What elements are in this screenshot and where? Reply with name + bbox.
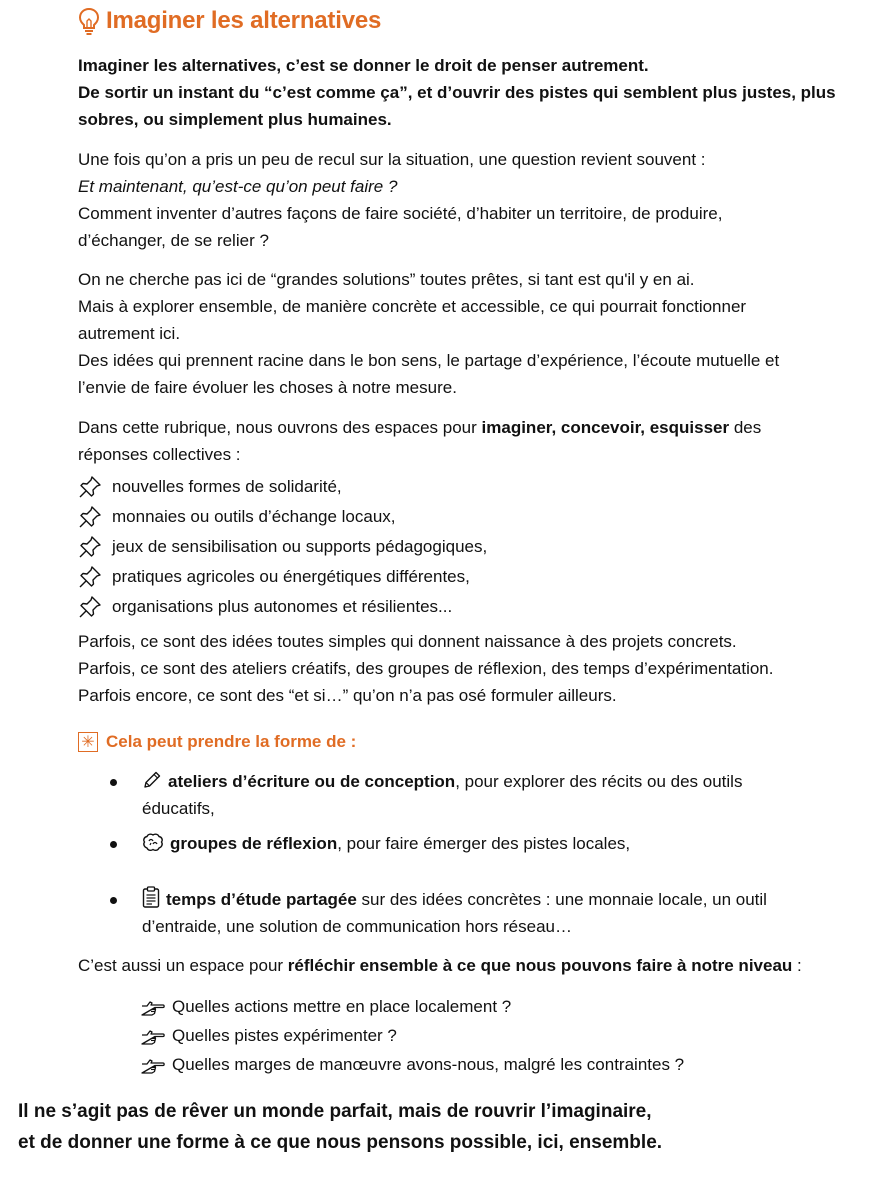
- forms-heading: [78, 728, 356, 756]
- clipboard-icon: [142, 886, 160, 908]
- pushpin-icon: [78, 535, 102, 559]
- paragraph-line: Parfois, ce sont des ateliers créatifs, des groupes de réflexion, des temps d’expérimentation.: [78, 659, 774, 678]
- list-item-text: organisations plus autonomes et résilientes...: [112, 597, 453, 616]
- paragraph-line: [78, 414, 868, 441]
- paragraph-line: Comment inventer d’autres façons de faire société, d’habiter un territoire, de produire,: [78, 204, 723, 223]
- closing-statement: [18, 1096, 878, 1158]
- questions-list: [140, 992, 840, 1079]
- intro-line: De sortir un instant du “c’est comme ça”, et d’ouvrir des pistes qui semblent plus justes, plus: [78, 83, 836, 102]
- list-item-line: [142, 830, 850, 857]
- paragraph-line-italic: Et maintenant, qu’est-ce qu’on peut faire ?: [78, 177, 398, 196]
- paragraph-line: Mais à explorer ensemble, de manière concrète et accessible, ce qui pourrait fonctionner: [78, 297, 747, 316]
- asterisk-box-icon: ✳: [78, 732, 98, 752]
- paragraph-examples: [78, 628, 868, 709]
- emphasis-text: réfléchir ensemble à ce que nous pouvons faire à notre niveau: [287, 956, 793, 975]
- pushpin-icon: [78, 595, 102, 619]
- list-item-text: jeux de sensibilisation ou supports pédagogiques,: [112, 537, 488, 556]
- list-item: [110, 768, 850, 830]
- paragraph-approach: [78, 266, 868, 401]
- closing-line: Il ne s’agit pas de rêver un monde parfait, mais de rouvrir l’imaginaire,: [18, 1101, 652, 1122]
- list-item: [78, 472, 838, 502]
- list-item-text: nouvelles formes de solidarité,: [112, 477, 342, 496]
- pushpin-icon: [78, 505, 102, 529]
- paragraph-line: On ne cherche pas ici de “grandes solutions” toutes prêtes, si tant est qu'il y en ai.: [78, 270, 695, 289]
- list-item-line: éducatifs,: [142, 799, 215, 818]
- text-span: , pour faire émerger des pistes locales,: [337, 834, 631, 853]
- paragraph-level: [78, 952, 868, 979]
- list-item-text: monnaies ou outils d’échange locaux,: [112, 507, 396, 526]
- list-item: [78, 562, 838, 592]
- section-header: [78, 4, 381, 38]
- text-span: des: [729, 418, 762, 437]
- pointing-hand-icon: [140, 1055, 166, 1075]
- list-item: [78, 532, 838, 562]
- pencil-icon: [142, 770, 162, 790]
- intro-line: Imaginer les alternatives, c’est se donner le droit de penser autrement.: [78, 56, 649, 75]
- paragraph-line: Parfois encore, ce sont des “et si…” qu’on n’a pas osé formuler ailleurs.: [78, 686, 617, 705]
- intro-paragraph: [78, 52, 868, 133]
- pushpin-icon: [78, 565, 102, 589]
- list-item: [140, 1021, 840, 1050]
- emphasis-text: groupes de réflexion: [170, 834, 338, 853]
- list-item-line: [142, 886, 850, 913]
- list-item-line: d’entraide, une solution de communication hors réseau…: [142, 917, 572, 936]
- bullet-dot: [110, 841, 117, 848]
- paragraph-line: [78, 952, 868, 979]
- emphasis-text: temps d’étude partagée: [166, 890, 357, 909]
- emphasis-text: imaginer, concevoir, esquisser: [481, 418, 730, 437]
- page-title: Imaginer les alternatives: [106, 7, 382, 34]
- pointing-hand-icon: [140, 997, 166, 1017]
- list-item-text: pratiques agricoles ou énergétiques différentes,: [112, 567, 470, 586]
- pointing-hand-icon: [140, 1026, 166, 1046]
- list-item: [110, 830, 850, 886]
- paragraph-line: réponses collectives :: [78, 445, 241, 464]
- lightbulb-icon: [78, 7, 100, 35]
- bullet-dot: [110, 897, 117, 904]
- paragraph-line: autrement ici.: [78, 324, 181, 343]
- list-item: [140, 992, 840, 1021]
- pushpin-icon: [78, 475, 102, 499]
- paragraph-line: Une fois qu’on a pris un peu de recul sur la situation, une question revient souvent :: [78, 150, 706, 169]
- text-span: C’est aussi un espace pour: [78, 956, 288, 975]
- list-item: [78, 592, 838, 622]
- paragraph-line: Des idées qui prennent racine dans le bon sens, le partage d’expérience, l’écoute mutuelle et: [78, 351, 780, 370]
- list-item: [110, 886, 850, 948]
- list-item: [140, 1050, 840, 1079]
- text-span: Dans cette rubrique, nous ouvrons des espaces pour: [78, 418, 482, 437]
- text-span: sur des idées concrètes : une monnaie locale, un outil: [356, 890, 767, 909]
- emphasis-text: ateliers d’écriture ou de conception: [168, 772, 456, 791]
- list-item-text: Quelles actions mettre en place localement ?: [172, 996, 512, 1016]
- paragraph-line: d’échanger, de se relier ?: [78, 231, 269, 250]
- paragraph-question: [78, 146, 868, 254]
- paragraph-rubric: [78, 414, 868, 468]
- paragraph-line: l’envie de faire évoluer les choses à notre mesure.: [78, 378, 457, 397]
- brain-icon: [142, 832, 164, 852]
- closing-line: et de donner une forme à ce que nous pensons possible, ici, ensemble.: [18, 1132, 663, 1153]
- intro-line: sobres, ou simplement plus humaines.: [78, 110, 392, 129]
- text-span: :: [792, 956, 802, 975]
- list-item-text: Quelles marges de manœuvre avons-nous, malgré les contraintes ?: [172, 1054, 685, 1074]
- pin-list: [78, 472, 838, 622]
- text-span: , pour explorer des récits ou des outils: [455, 772, 743, 791]
- paragraph-line: Parfois, ce sont des idées toutes simples qui donnent naissance à des projets concrets.: [78, 632, 737, 651]
- forms-list: [110, 768, 850, 948]
- bullet-dot: [110, 779, 117, 786]
- list-item: [78, 502, 838, 532]
- list-item-text: Quelles pistes expérimenter ?: [172, 1025, 397, 1045]
- forms-heading-label: Cela peut prendre la forme de :: [106, 732, 357, 751]
- list-item-line: [142, 768, 850, 795]
